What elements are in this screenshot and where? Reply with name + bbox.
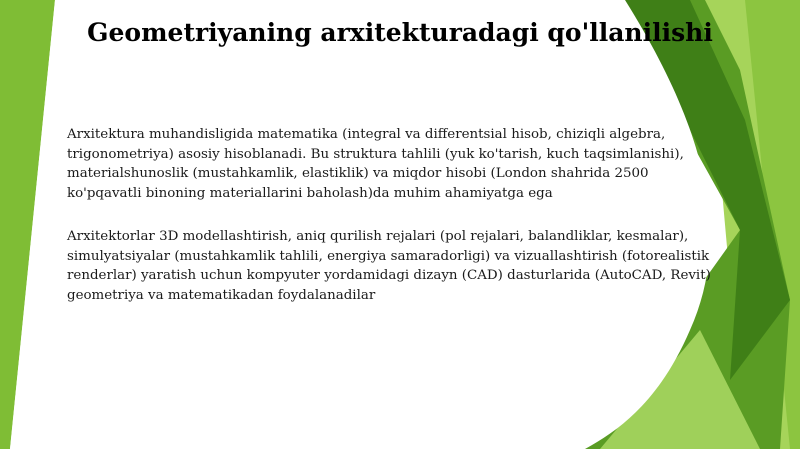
paragraph-math-in-architecture: Arxitektura muhandisligida matematika (integral va differentsial hisob, chiziqli algebra, trigonometriya) asosiy hisoblanadi. Bu struktura tahlili (yuk ko'tarish, kuch taqsimlanishi), materialshunoslik (mustahkamlik, elastiklik) va miqdor hisobi (London shahrida 2500 ko'pqavatli binoning materiallarini baholash)da muhim ahamiyatga ega [67,127,684,201]
white-curve [10,0,710,449]
slide-title: Geometriyaning arxitekturadagi qo'llanilishi [87,18,713,47]
paragraph-cad-software: Arxitektorlar 3D modellashtirish, aniq qurilish rejalari (pol rejalari, balandliklar, kesmalar), simulyatsiyalar (mustahkamlik tahlili, energiya samaradorligi) va vizuallashtirish (fotorealistik renderlar) yaratish uchun kompyuter yordamidagi dizayn (CAD) dasturlarida (AutoCAD, Revit) geometriya va matematikadan foydalanadilar [67,229,711,303]
